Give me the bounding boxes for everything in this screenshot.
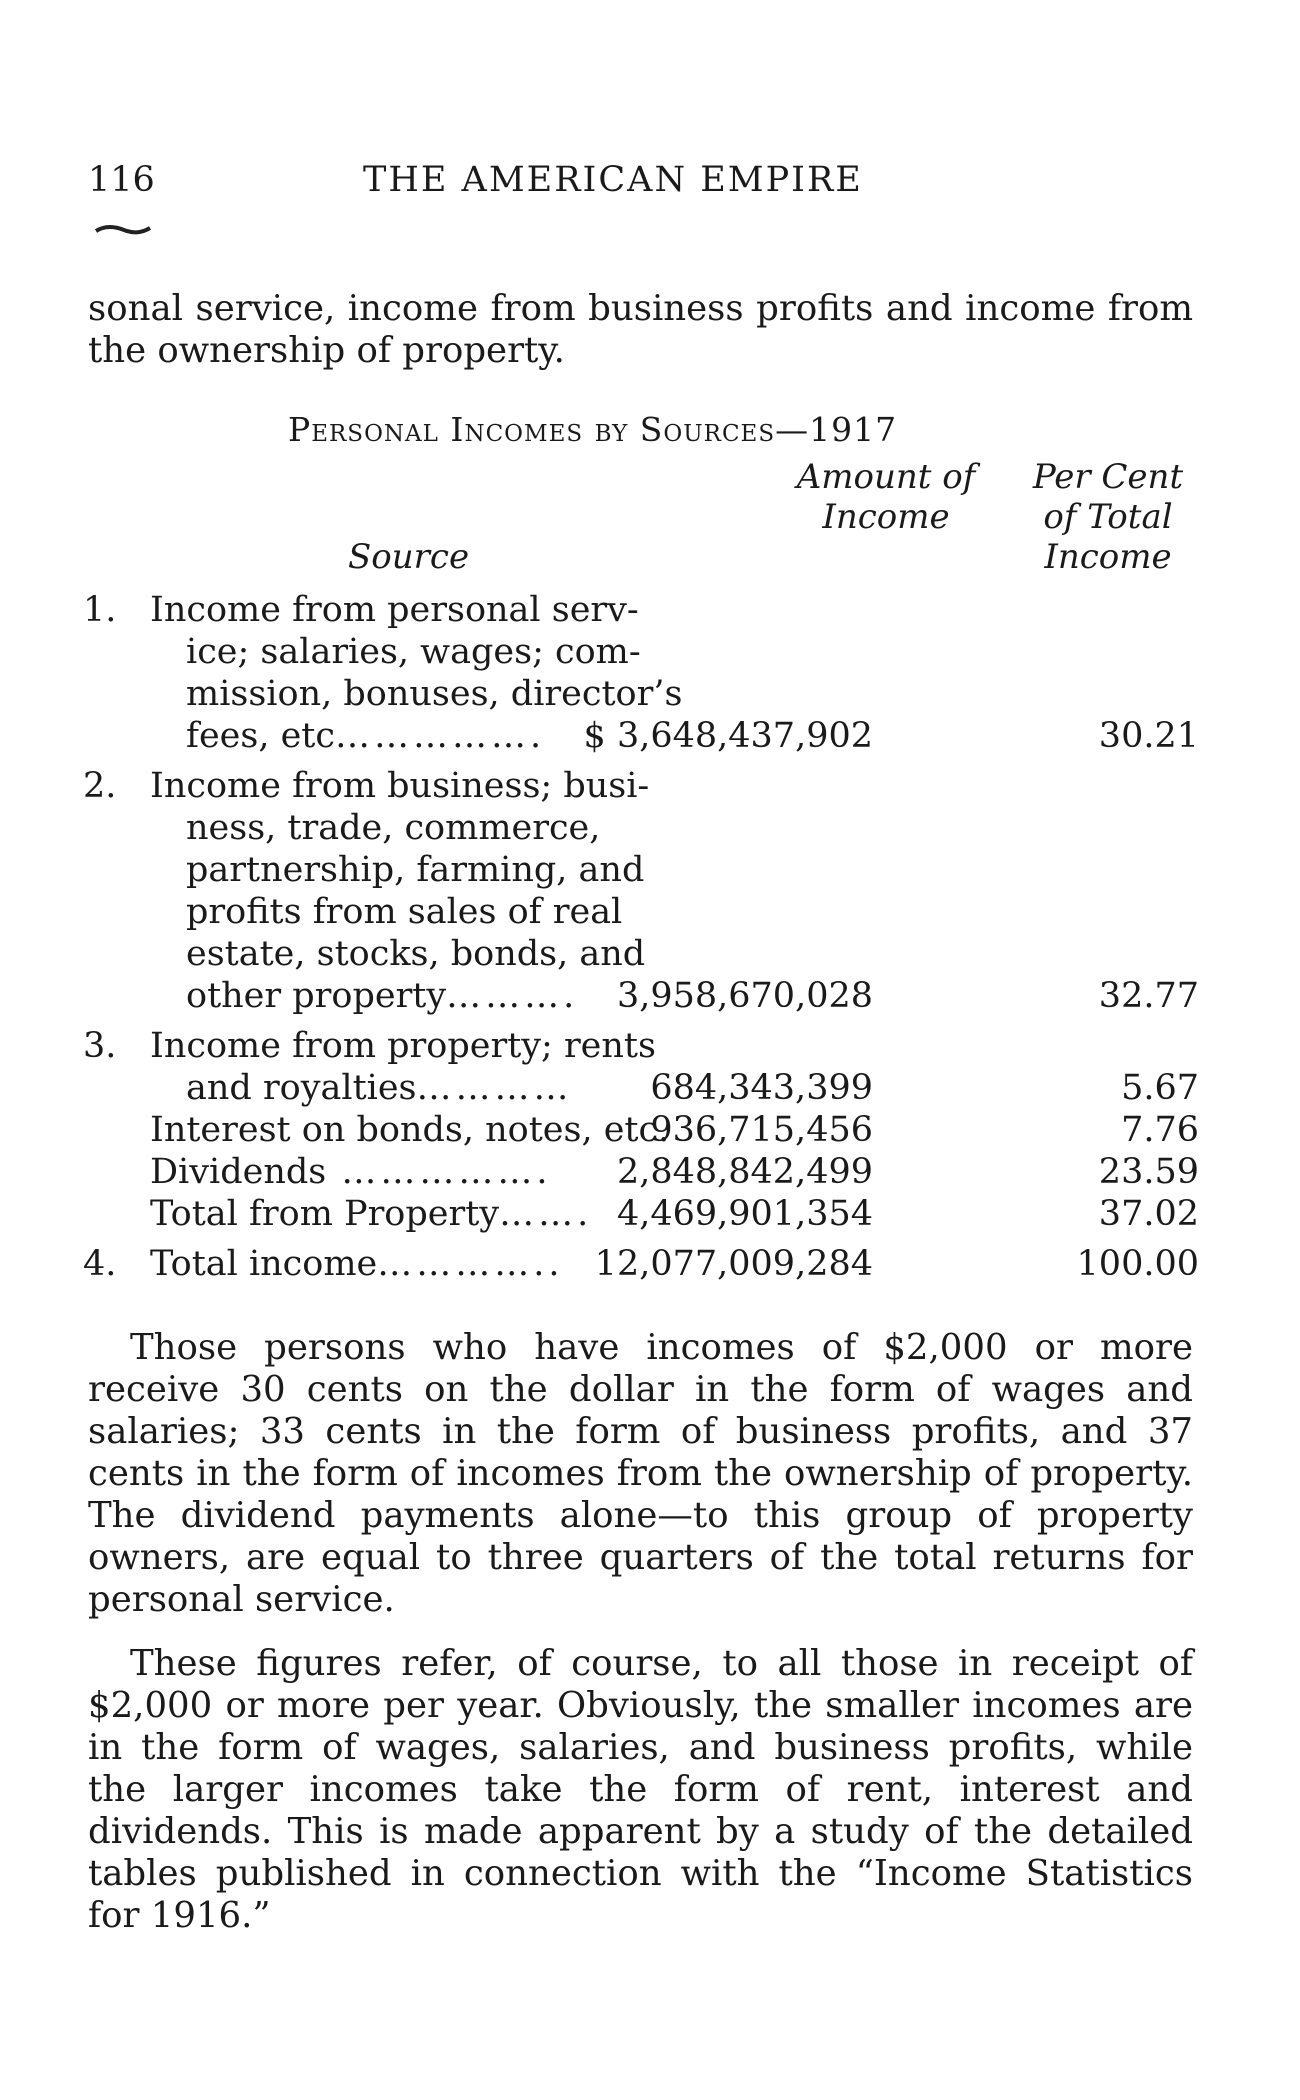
row-source: Total from Property (150, 1194, 500, 1234)
intro-paragraph: sonal service, income from business profits and income from the ownership of property. (88, 288, 1193, 371)
row-amount: 3,958,670,028 (616, 976, 873, 1016)
row-percent: 7.76 (1121, 1110, 1199, 1150)
book-page (83, 150, 1199, 1937)
row-percent: 5.67 (1121, 1068, 1199, 1108)
running-title: THE AMERICAN EMPIRE (363, 160, 863, 200)
row-source: Income from business; busi- ness, trade, commerce, partnership, farming, and profits from sales of real estate, stocks, bonds, and other property………. (150, 766, 650, 1016)
body-paragraph: These figures refer, of course, to all those in receipt of $2,000 or more per year. Obviously, the smaller incomes are in the form of wages, salaries, and business profits, while the larger incomes take the form of rent, interest and dividends. This is made apparent by a study of the detailed tables published in connection with the “Income Statistics for 1916.” (88, 1643, 1193, 1936)
table-row-total: 4. Total income………….. 12,077,009,284 100.00 (83, 1244, 1199, 1284)
table-row: Dividends ……………. 2,848,842,499 23.59 (150, 1152, 1199, 1192)
table-row (83, 1025, 1199, 1109)
row-source: Income from personal serv- ice; salaries, wages; com- mission, bonuses, director’s fees, etc……………. (150, 590, 683, 756)
row-amount: 936,715,456 (650, 1110, 873, 1150)
row-number: 3. (83, 1026, 117, 1066)
row-source: Income from property; rents and royalties………… (150, 1026, 656, 1108)
body-paragraph: Those persons who have incomes of $2,000 or more receive 30 cents on the dollar in the form of wages and salaries; 33 cents in the form of business profits, and 37 cents in the form of incomes from the ownership of property. The dividend payments alone—to this group of property owners, are equal to three quarters of the total returns for personal service. (88, 1327, 1193, 1620)
row-number: 4. (83, 1244, 117, 1284)
row-number: 2. (83, 766, 117, 806)
table-row (83, 765, 1199, 1017)
source-column-header: Source (348, 537, 470, 577)
row-amount: 12,077,009,284 (594, 1244, 873, 1284)
table-row (83, 589, 1199, 757)
page-number: 116 (88, 160, 155, 200)
row-percent: 32.77 (1098, 976, 1199, 1016)
ornament-mark-icon (94, 222, 154, 238)
row-number: 1. (83, 590, 117, 630)
page-header (88, 150, 1193, 220)
row-amount: $ 3,648,437,902 (583, 716, 873, 756)
row-percent: 23.59 (1098, 1152, 1199, 1192)
row-amount: 2,848,842,499 (616, 1152, 873, 1192)
row-amount: 4,469,901,354 (616, 1194, 873, 1234)
amount-column-header: Amount of Income (796, 457, 976, 537)
row-source: Interest on bonds, notes, etc. (150, 1110, 670, 1150)
table-title: Personal Incomes by Sources—1917 (288, 410, 898, 449)
row-percent: 30.21 (1098, 716, 1199, 756)
row-amount: 684,343,399 (650, 1068, 873, 1108)
percent-column-header: Per Cent of Total Income (1032, 457, 1184, 577)
row-percent: 37.02 (1098, 1194, 1199, 1234)
row-source: Dividends (150, 1152, 327, 1192)
row-source: Total income (150, 1244, 378, 1284)
row-percent: 100.00 (1076, 1244, 1199, 1284)
table-column-headers (88, 449, 1193, 589)
table-row (88, 1109, 1199, 1151)
table-row: Total from Property……. 4,469,901,354 37.02 (150, 1194, 1199, 1234)
